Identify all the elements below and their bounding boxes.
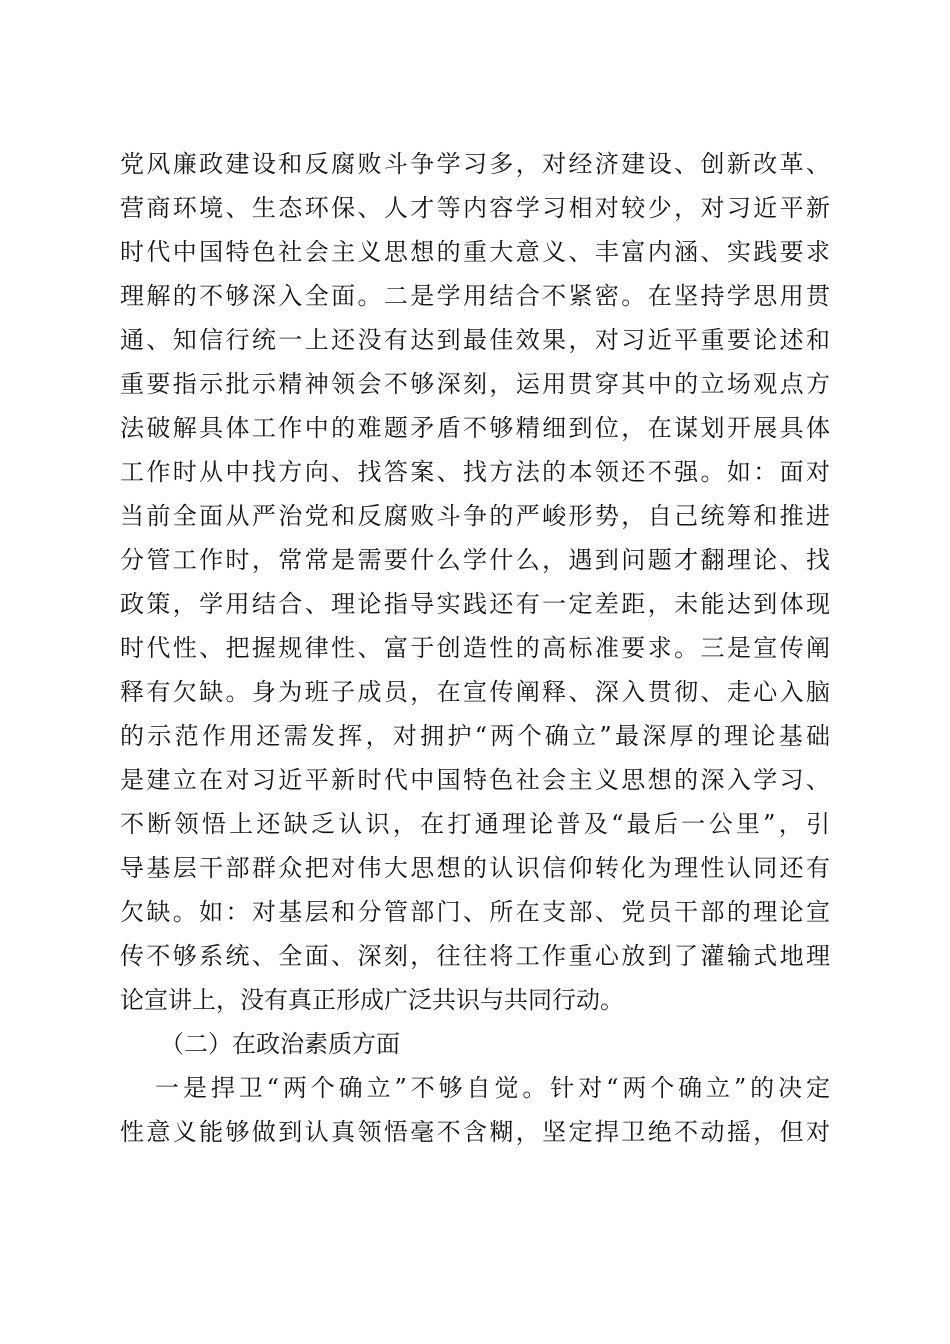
body-text-line: 不断领悟上还缺乏认识，在打通理论普及“最后一公里”，引 — [120, 810, 830, 838]
body-text-line: 理解的不够深入全面。二是学用结合不紧密。在坚持学思用贯 — [120, 282, 830, 310]
body-text-line: 党风廉政建设和反腐败斗争学习多，对经济建设、创新改革、 — [120, 150, 830, 178]
body-text-line: 工作时从中找方向、找答案、找方法的本领还不强。如：面对 — [120, 458, 830, 486]
body-text-line: 释有欠缺。身为班子成员，在宣传阐释、深入贯彻、走心入脑 — [120, 678, 830, 706]
body-text-line: 当前全面从严治党和反腐败斗争的严峻形势，自己统筹和推进 — [120, 502, 830, 530]
body-text-line: 性意义能够做到认真领悟毫不含糊，坚定捍卫绝不动摇，但对 — [120, 1118, 830, 1146]
body-text-line: 传不够系统、全面、深刻，往往将工作重心放到了灌输式地理 — [120, 942, 830, 970]
body-text-line: 导基层干部群众把对伟大思想的认识信仰转化为理性认同还有 — [120, 854, 830, 882]
body-text-line: 的示范作用还需发挥，对拥护“两个确立”最深厚的理论基础 — [120, 722, 830, 750]
body-text-line: 重要指示批示精神领会不够深刻，运用贯穿其中的立场观点方 — [120, 370, 830, 398]
body-text-line: 政策，学用结合、理论指导实践还有一定差距，未能达到体现 — [120, 590, 830, 618]
body-text-line: 欠缺。如：对基层和分管部门、所在支部、党员干部的理论宣 — [120, 898, 830, 926]
body-text-line: 营商环境、生态环保、人才等内容学习相对较少，对习近平新 — [120, 194, 830, 222]
body-text-line: 分管工作时，常常是需要什么学什么，遇到问题才翻理论、找 — [120, 546, 830, 574]
section-heading: （二）在政治素质方面 — [160, 1030, 400, 1058]
body-text-line: 时代性、把握规律性、富于创造性的高标准要求。三是宣传阐 — [120, 634, 830, 662]
body-text-line: 通、知信行统一上还没有达到最佳效果，对习近平重要论述和 — [120, 326, 830, 354]
body-text-line: 法破解具体工作中的难题矛盾不够精细到位，在谋划开展具体 — [120, 414, 830, 442]
body-text-line: 论宣讲上，没有真正形成广泛共识与共同行动。 — [120, 986, 624, 1014]
body-text-line: 一是捍卫“两个确立”不够自觉。针对“两个确立”的决定 — [155, 1074, 830, 1102]
body-text-line: 时代中国特色社会主义思想的重大意义、丰富内涵、实践要求 — [120, 238, 830, 266]
body-text-line: 是建立在对习近平新时代中国特色社会主义思想的深入学习、 — [120, 766, 830, 794]
